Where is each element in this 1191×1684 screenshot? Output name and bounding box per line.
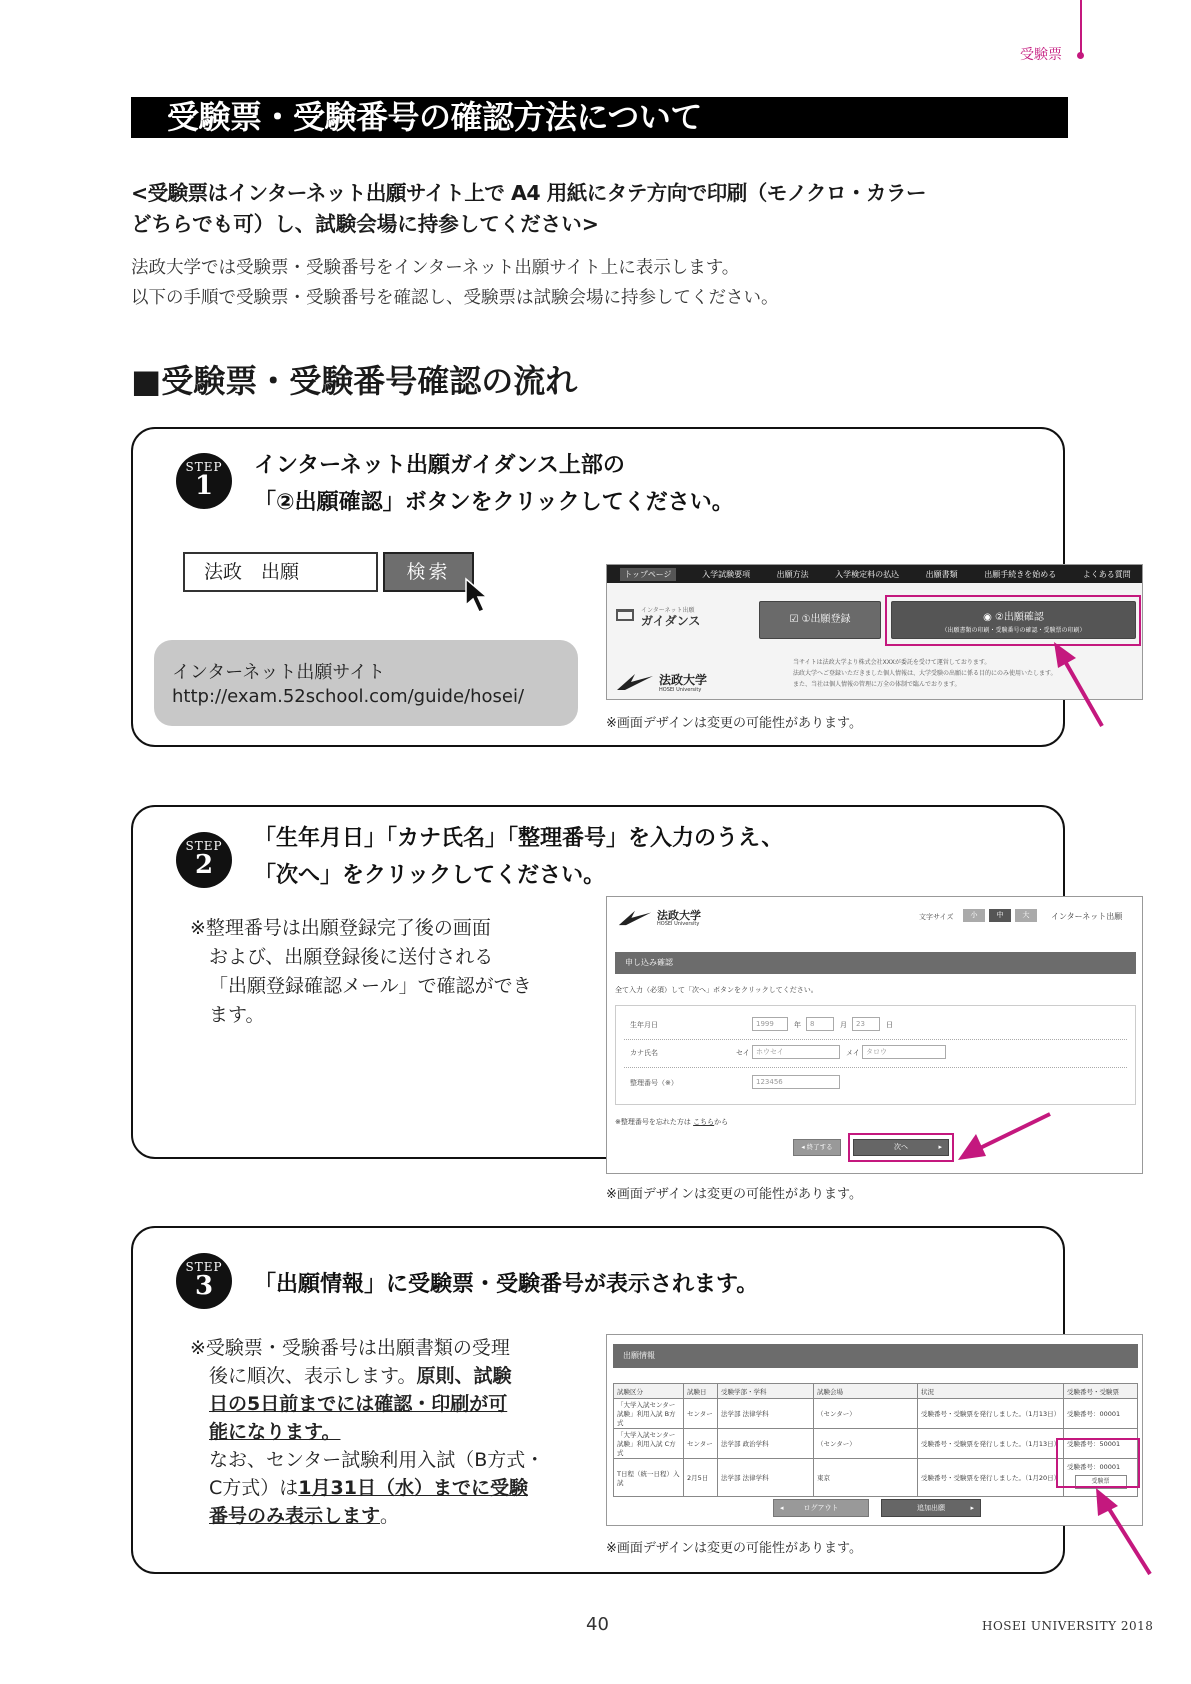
notice-line: また、当社は個人情報の管理に万全の体制で臨んでおります。 xyxy=(793,681,961,688)
search-button[interactable]: 検索 xyxy=(383,552,474,592)
table-cell: センター xyxy=(684,1429,718,1459)
step3-note-line2b: 原則、試験 xyxy=(416,1365,512,1387)
table-cell: 受験番号・受験票を発行しました。（1月20日） xyxy=(918,1459,1064,1497)
table-cell: 受験番号：00001 xyxy=(1064,1399,1138,1429)
nav-item[interactable]: トップページ xyxy=(620,568,675,581)
step3-note-line6b: 1月31日（水）までに受験 xyxy=(298,1477,528,1499)
section-label: 受験票 xyxy=(1020,47,1062,63)
form-panel xyxy=(615,1005,1136,1105)
kana-label: カナ氏名 xyxy=(630,1049,658,1057)
forgot-suffix: から xyxy=(714,1118,729,1126)
step3-badge xyxy=(176,1253,232,1309)
ticket-button[interactable]: 受験票 xyxy=(1075,1475,1127,1489)
search-input[interactable] xyxy=(183,552,378,592)
register-button-label: ①出願登録 xyxy=(801,614,851,625)
pointer-arrow-icon xyxy=(1090,1486,1156,1578)
table-cell: 受験番号：50001 xyxy=(1064,1429,1138,1459)
confirm-button-sub: （出願書類の印刷・受験番号の確認・受験票の印刷） xyxy=(941,627,1086,634)
step1-title-line1: インターネット出願ガイダンス上部の xyxy=(254,453,625,478)
nav-item[interactable]: 出願手続きを始める xyxy=(984,569,1057,579)
next-highlight-frame xyxy=(848,1133,954,1162)
univ-name: 法政大学 xyxy=(659,673,708,687)
guidance-logo-icon xyxy=(616,609,634,621)
table-header: 受験番号・受験票 xyxy=(1064,1384,1138,1399)
site-url[interactable]: http://exam.52school.com/guide/hosei/ xyxy=(172,686,525,707)
end-button-label: 終了する xyxy=(806,1143,833,1151)
table-cell: 法学部 法律学科 xyxy=(718,1399,814,1429)
confirm-button-label: ②出願確認 xyxy=(994,612,1044,623)
forgot-text: ※整理番号を忘れた方は xyxy=(615,1118,691,1126)
nav-item[interactable]: 入学検定料の払込 xyxy=(835,569,900,579)
step1-badge xyxy=(176,453,232,509)
birth-label: 生年月日 xyxy=(630,1021,658,1029)
section-bar-title: 出願情報 xyxy=(623,1351,655,1360)
step2-caption: ※画面デザインは変更の可能性があります。 xyxy=(606,1187,862,1202)
table-cell: T日程（統一日程）入試 xyxy=(614,1459,684,1497)
seiri-input[interactable]: 123456 xyxy=(752,1075,840,1089)
font-size-label: 文字サイズ xyxy=(919,913,954,921)
notice-line: 当サイトは法政大学より株式会社XXXが委託を受けて運営しております。 xyxy=(793,659,991,666)
table-header: 受験学部・学科 xyxy=(718,1384,814,1399)
chevron-right-icon: ▸ xyxy=(970,1504,974,1512)
table-cell: （センター） xyxy=(814,1429,918,1459)
intro-bold-line1: <受験票はインターネット出願サイト上で A4 用紙にタテ方向で印刷（モノクロ・カラー xyxy=(131,181,926,205)
sei-label: セイ xyxy=(736,1049,750,1057)
step3-note-line3: 日の5日前までには確認・印刷が可 xyxy=(209,1393,508,1415)
add-button-label: 追加出願 xyxy=(917,1504,945,1512)
table-cell: 「大学入試センター試験」利用入試 B方式 xyxy=(614,1399,684,1429)
step3-note-line7-end: 。 xyxy=(380,1505,400,1527)
step1-badge-number: 1 xyxy=(194,471,214,501)
page-number: 40 xyxy=(586,1614,609,1635)
mei-label: メイ xyxy=(846,1049,860,1057)
nav-item[interactable]: 出願書類 xyxy=(925,569,958,579)
year-unit: 年 xyxy=(794,1021,801,1029)
step2-note-line: 「出願登録確認メール」で確認ができ xyxy=(209,975,532,997)
step2-badge xyxy=(176,832,232,888)
publication-name: HOSEI UNIVERSITY 2018 xyxy=(982,1619,1154,1633)
table-row xyxy=(614,1399,1138,1429)
intro-line1: 法政大学では受験票・受験番号をインターネット出願サイト上に表示します。 xyxy=(131,258,740,278)
mei-input[interactable]: タロウ xyxy=(862,1045,946,1059)
step2-badge-number: 2 xyxy=(194,850,214,880)
table-cell: 受験番号・受験票を発行しました。（1月13日） xyxy=(918,1429,1064,1459)
table-header: 試験日 xyxy=(684,1384,718,1399)
sei-input[interactable]: ホウセイ xyxy=(752,1045,840,1059)
check-icon: ☑ xyxy=(789,614,802,625)
univ-name-en: HOSEI University xyxy=(659,687,702,693)
search-input-text: 法政 出願 xyxy=(204,561,300,583)
ticket-highlight-frame xyxy=(1056,1438,1140,1488)
font-size-mid-button[interactable]: 中 xyxy=(989,909,1011,922)
eye-icon: ◉ xyxy=(983,612,995,623)
step3-screenshot xyxy=(606,1334,1143,1526)
step3-badge-word: STEP xyxy=(185,1260,223,1274)
table-header: 状況 xyxy=(918,1384,1064,1399)
seiri-label: 整理番号（※） xyxy=(630,1079,678,1087)
section-bar-title: 申し込み確認 xyxy=(625,958,673,967)
table-cell: 東京 xyxy=(814,1459,918,1497)
section-bar xyxy=(613,1344,1138,1368)
add-application-button[interactable] xyxy=(881,1499,981,1517)
logout-button[interactable] xyxy=(773,1499,869,1517)
section-bar xyxy=(615,952,1136,974)
day-unit: 日 xyxy=(886,1021,893,1029)
site-title: インターネット出願 xyxy=(1051,912,1123,921)
step3-title-line1: 「出願情報」に受験票・受験番号が表示されます。 xyxy=(254,1272,759,1297)
site-label: インターネット出願サイト xyxy=(172,662,386,683)
page-title: 受験票・受験番号の確認方法について xyxy=(167,98,702,136)
hosei-logo-icon xyxy=(615,670,655,692)
birth-month-input[interactable]: 8 xyxy=(806,1017,834,1031)
step3-note-line6a: C方式）は xyxy=(209,1477,299,1499)
step2-title-line2: 「次へ」をクリックしてください。 xyxy=(254,863,606,888)
next-button-label: 次へ xyxy=(894,1143,908,1151)
table-header: 試験会場 xyxy=(814,1384,918,1399)
flow-heading: ■受験票・受験番号確認の流れ xyxy=(131,362,578,400)
table-cell: 「大学入試センター試験」利用入試 C方式 xyxy=(614,1429,684,1459)
univ-name: 法政大学 xyxy=(657,909,701,922)
logout-button-label: ログアウト xyxy=(803,1504,839,1512)
step2-note xyxy=(190,914,532,1030)
table-cell: 法学部 法律学科 xyxy=(718,1459,814,1497)
section-dot-icon xyxy=(1077,52,1084,59)
forgot-line xyxy=(615,1117,728,1127)
cursor-arrow-icon xyxy=(462,577,496,617)
step1-title-line2: 「②出願確認」ボタンをクリックしてください。 xyxy=(254,490,734,515)
step3-caption: ※画面デザインは変更の可能性があります。 xyxy=(606,1541,862,1556)
confirm-highlight-frame xyxy=(885,595,1141,646)
univ-name-en: HOSEI University xyxy=(657,921,700,927)
chevron-right-icon: ▸ xyxy=(938,1143,942,1151)
step3-note-line4: 能になります。 xyxy=(209,1421,341,1443)
month-unit: 月 xyxy=(840,1021,847,1029)
intro-line2: 以下の手順で受験票・受験番号を確認し、受験票は試験会場に持参してください。 xyxy=(131,288,779,308)
row-divider xyxy=(624,1039,1127,1040)
site-info-bubble xyxy=(154,640,578,726)
step1-caption: ※画面デザインは変更の可能性があります。 xyxy=(606,716,862,731)
forgot-link[interactable]: こちら xyxy=(693,1118,715,1126)
step1-badge-word: STEP xyxy=(185,460,223,474)
step2-note-line: および、出願登録後に送付される xyxy=(209,946,494,968)
end-button[interactable]: ◂ 終了する xyxy=(793,1139,841,1156)
step2-badge-word: STEP xyxy=(185,839,223,853)
font-size-large-button[interactable]: 大 xyxy=(1015,909,1037,922)
guidance-nav xyxy=(607,565,1143,583)
title-bar xyxy=(131,97,1068,138)
table-cell: センター xyxy=(684,1399,718,1429)
intro-bold-line2: どちらでも可）し、試験会場に持参してください> xyxy=(131,212,599,236)
exam-number: 受験番号：00001 xyxy=(1067,1463,1121,1471)
step2-note-line: ます。 xyxy=(209,1004,265,1026)
table-cell: 法学部 政治学科 xyxy=(718,1429,814,1459)
guidance-logo-small: インターネット出願 xyxy=(641,607,695,614)
notice-line: 法政大学へご登録いただきました個人情報は、大学受験の出願に係る目的にのみ使用いたします。 xyxy=(793,670,1057,677)
nav-item[interactable]: 出願方法 xyxy=(776,569,809,579)
section-tab-line xyxy=(1080,0,1082,56)
pointer-arrow-icon xyxy=(1050,640,1110,730)
step3-note-line5: なお、センター試験利用入試（B方式・ xyxy=(209,1449,545,1471)
step3-badge-number: 3 xyxy=(194,1271,214,1301)
nav-item[interactable]: 入学試験要項 xyxy=(702,569,751,579)
step2-screenshot xyxy=(606,896,1143,1174)
step2-title-line1: 「生年月日」「カナ氏名」「整理番号」を入力のうえ、 xyxy=(254,826,784,851)
step3-note-line1: ※受験票・受験番号は出願書類の受理 xyxy=(190,1337,510,1359)
font-size-small-button[interactable]: 小 xyxy=(963,909,985,922)
nav-item[interactable]: よくある質問 xyxy=(1082,569,1131,579)
table-header-row xyxy=(614,1384,1138,1399)
register-button[interactable] xyxy=(759,601,881,639)
step3-note xyxy=(190,1334,544,1530)
row-divider xyxy=(624,1067,1127,1068)
birth-year-input[interactable]: 1999 xyxy=(752,1017,788,1031)
step3-note-line2a: 後に順次、表示します。 xyxy=(209,1365,417,1387)
table-cell: 2月5日 xyxy=(684,1459,718,1497)
guidance-logo-main: ガイダンス xyxy=(641,614,701,628)
table-cell: 受験番号・受験票を発行しました。（1月13日） xyxy=(918,1399,1064,1429)
chevron-left-icon: ◂ xyxy=(780,1504,784,1512)
hosei-logo-icon xyxy=(617,907,653,927)
step2-note-line: ※整理番号は出願登録完了後の画面 xyxy=(190,917,491,939)
table-header: 試験区分 xyxy=(614,1384,684,1399)
pointer-arrow-icon xyxy=(954,1110,1054,1166)
instruction-text: 全て入力（必須）して「次へ」ボタンをクリックしてください。 xyxy=(615,986,818,994)
birth-day-input[interactable]: 23 xyxy=(852,1017,880,1031)
step3-note-line7: 番号のみ表示します xyxy=(209,1505,381,1527)
table-cell: （センター） xyxy=(814,1399,918,1429)
